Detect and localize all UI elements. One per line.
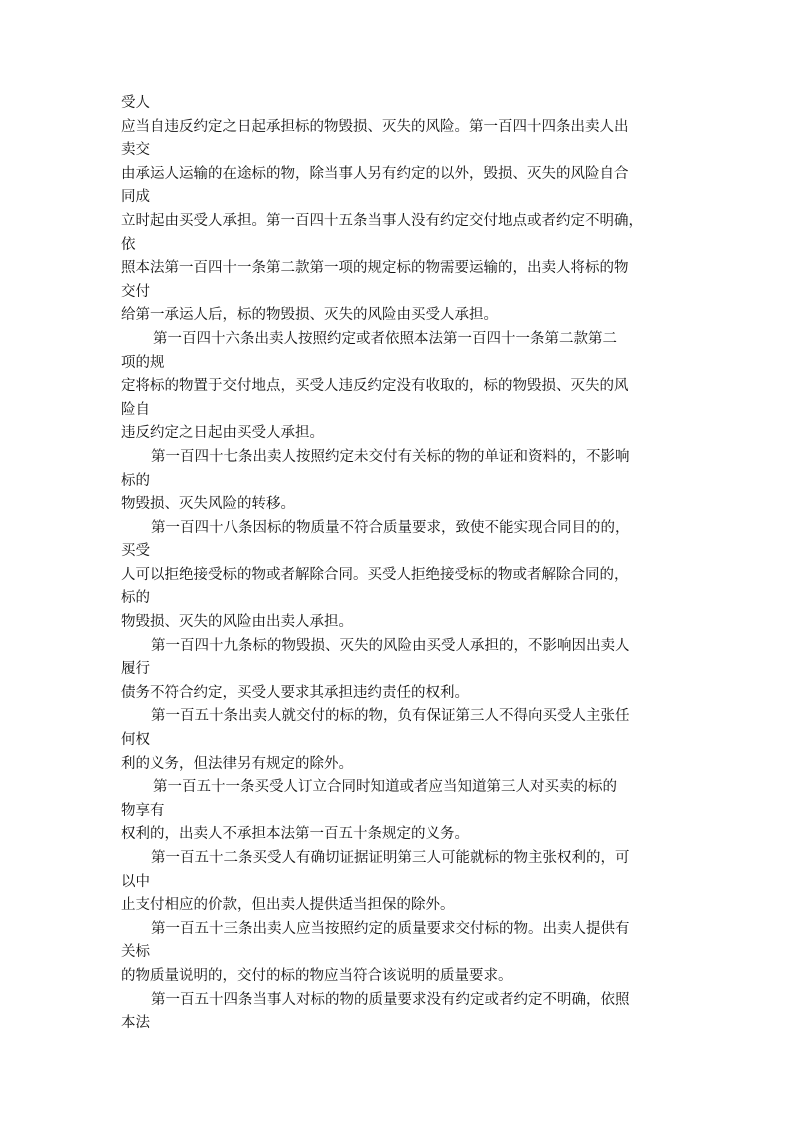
text-line: 受人 [121, 95, 150, 111]
text-line: 物毁损、灭失的风险由出卖人承担。 [121, 614, 353, 631]
text-line: 险自 [121, 401, 150, 418]
text-line: 权利的，出卖人不承担本法第一百五十条规定的义务。 [121, 826, 469, 843]
text-line: 买受 [121, 543, 150, 560]
text-line: 由承运人运输的在途标的物，除当事人另有约定的以外，毁损、灭失的风险自合 [121, 165, 629, 182]
text-line: 立时起由买受人承担。第一百四十五条当事人没有约定交付地点或者约定不明确， [121, 212, 643, 229]
text-line: 标的 [121, 472, 150, 489]
text-line: 物毁损、灭失风险的转移。 [121, 496, 295, 513]
text-line: 止支付相应的价款，但出卖人提供适当担保的除外。 [121, 897, 455, 914]
text-line: 标的 [121, 590, 150, 607]
text-line: 给第一承运人后，标的物毁损、灭失的风险由买受人承担。 [121, 307, 498, 324]
paragraph-start-line: 第一百五十四条当事人对标的物的质量要求没有约定或者约定不明确，依照 [151, 991, 630, 1008]
text-line: 的物质量说明的，交付的标的物应当符合该说明的质量要求。 [121, 967, 513, 984]
text-line: 人可以拒绝接受标的物或者解除合同。买受人拒绝接受标的物或者解除合同的， [121, 566, 629, 583]
text-line: 项的规 [121, 354, 165, 371]
text-line: 何权 [121, 732, 150, 749]
text-line: 物享有 [121, 802, 165, 819]
document-body [121, 92, 691, 1036]
paragraph-start-line: 第一百五十条出卖人就交付的标的物，负有保证第三人不得向买受人主张任 [151, 708, 630, 725]
paragraph-start-line: 第一百五十三条出卖人应当按照约定的质量要求交付标的物。出卖人提供有 [151, 920, 630, 937]
text-line: 关标 [121, 944, 150, 961]
text-line: 违反约定之日起由买受人承担。 [121, 425, 324, 442]
text-line: 债务不符合约定，买受人要求其承担违约责任的权利。 [121, 684, 469, 701]
paragraph-start-line: 第一百四十六条出卖人按照约定或者依照本法第一百四十一条第二款第二 [153, 330, 617, 347]
text-line: 本法 [121, 1015, 150, 1032]
text-line: 交付 [121, 283, 150, 300]
paragraph-start-line: 第一百五十二条买受人有确切证据证明第三人可能就标的物主张权利的，可 [151, 850, 630, 866]
paragraph-start-line: 第一百四十七条出卖人按照约定未交付有关标的物的单证和资料的，不影响 [151, 448, 630, 465]
text-line: 依 [121, 236, 136, 253]
text-line: 同成 [121, 189, 150, 206]
text-line: 照本法第一百四十一条第二款第一项的规定标的物需要运输的，出卖人将标的物 [121, 260, 629, 277]
text-line: 利的义务，但法律另有规定的除外。 [121, 755, 353, 772]
paragraph-start-line: 第一百四十九条标的物毁损、灭失的风险由买受人承担的，不影响因出卖人 [151, 637, 630, 654]
paragraph-start-line: 第一百五十一条买受人订立合同时知道或者应当知道第三人对买卖的标的 [153, 779, 617, 796]
text-line: 卖交 [121, 142, 150, 159]
text-line: 应当自违反约定之日起承担标的物毁损、灭失的风险。第一百四十四条出卖人出 [121, 118, 629, 135]
text-line: 定将标的物置于交付地点，买受人违反约定没有收取的，标的物毁损、灭失的风 [121, 378, 629, 395]
paragraph-start-line: 第一百四十八条因标的物质量不符合质量要求，致使不能实现合同目的的， [151, 519, 630, 536]
text-line: 履行 [121, 661, 150, 678]
text-line: 以中 [121, 873, 150, 890]
